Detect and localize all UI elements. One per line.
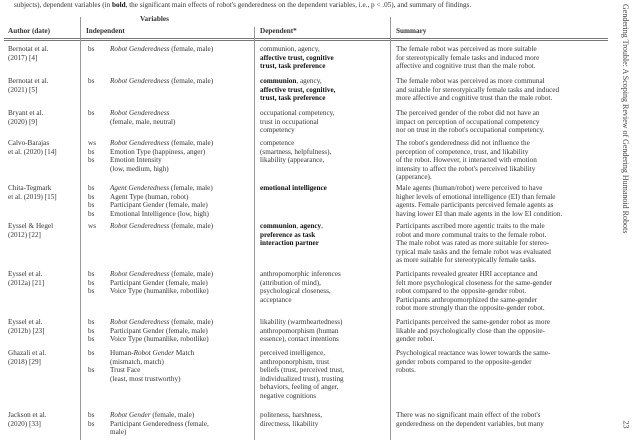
author-line: Calvo-Barajas bbox=[8, 139, 50, 147]
text-segment: Human- bbox=[110, 349, 134, 357]
text-segment: (female, male) bbox=[150, 411, 195, 419]
text-segment: Participant Genderedness (female, bbox=[110, 419, 209, 428]
author-line: Bernotat et al. bbox=[8, 77, 49, 85]
design-label: bs bbox=[88, 411, 95, 419]
summary-line: Male agents (human/robot) were perceived to have bbox=[396, 184, 543, 192]
text-segment: negative cognitions bbox=[260, 391, 317, 400]
text-segment: Emotional Intelligence (low, high) bbox=[110, 209, 209, 218]
text-line bbox=[260, 54, 334, 63]
summary-line: gender robot. bbox=[396, 335, 435, 344]
text-segment: Match bbox=[174, 349, 195, 357]
author-line: et al. (2019) [15] bbox=[8, 192, 57, 201]
summary-line: Psychological reactance was lower towards the same- bbox=[396, 349, 551, 357]
text-segment: trust, task preference bbox=[260, 62, 326, 71]
independent-variable bbox=[110, 139, 213, 148]
text-line bbox=[260, 420, 322, 429]
design-label: bs bbox=[88, 318, 95, 326]
text-line bbox=[110, 222, 213, 231]
summary-line: nor on trust in the robot's occupational competency. bbox=[396, 126, 545, 135]
summary-cell bbox=[396, 139, 537, 182]
running-title: Gendering Trouble: A Scoping Review of Gendering Humanoid Robots bbox=[621, 4, 630, 234]
text-line bbox=[260, 45, 334, 54]
dependent-cell bbox=[260, 349, 344, 401]
text-line bbox=[110, 358, 194, 367]
author-cell bbox=[8, 270, 44, 287]
text-segment: trust, task preference bbox=[260, 94, 326, 103]
author-line: (2012b) [23] bbox=[8, 326, 45, 335]
text-segment: Robot Genderedness bbox=[110, 45, 170, 53]
summary-line: and suitable for stereotypically female tasks and induced bbox=[396, 85, 560, 94]
design-label: bs bbox=[88, 209, 95, 218]
header-summary: Summary bbox=[396, 27, 427, 35]
author-line: Ghazali et al. bbox=[8, 349, 47, 357]
text-segment: Robot Genderedness bbox=[110, 139, 170, 147]
design-label: ws bbox=[88, 222, 96, 230]
dependent-cell bbox=[260, 77, 335, 103]
text-segment: Emotion Type (happiness, anger) bbox=[110, 147, 206, 156]
author-line: Eyssel et al. bbox=[8, 318, 43, 326]
text-line bbox=[260, 239, 323, 248]
independent-variable bbox=[110, 222, 213, 231]
text-segment: Participant Gender (female, male) bbox=[110, 326, 208, 335]
text-line bbox=[260, 94, 335, 103]
design-label: ws bbox=[88, 139, 96, 147]
text-line bbox=[260, 148, 331, 157]
summary-cell bbox=[396, 222, 551, 265]
design-label: bs bbox=[88, 156, 95, 165]
author-line: Bryant et al. bbox=[8, 109, 44, 117]
text-line bbox=[260, 118, 335, 127]
summary-line: robot and more communal traits to the female robot. bbox=[396, 230, 547, 239]
text-segment: perceived intelligence, bbox=[260, 349, 326, 357]
text-line bbox=[260, 86, 335, 95]
text-line bbox=[260, 231, 323, 240]
design-label: bs bbox=[88, 366, 95, 375]
text-segment: (low, medium, high) bbox=[110, 164, 169, 173]
text-line bbox=[260, 349, 344, 358]
text-line bbox=[260, 222, 323, 231]
summary-line: The male robot was rated as more suitable for stereo- bbox=[396, 239, 550, 248]
text-segment: beliefs (trust, perceived trust, bbox=[260, 366, 345, 375]
author-line: Eyssel & Hegel bbox=[8, 222, 54, 230]
summary-line: having lower EI than male agents in the low EI condition. bbox=[396, 209, 563, 218]
summary-line: intensity to affect the robot's perceived likability bbox=[396, 164, 536, 173]
text-segment: (female, male) bbox=[169, 139, 214, 147]
author-line: Bernotat et al. bbox=[8, 45, 49, 53]
text-line bbox=[110, 270, 213, 279]
text-segment: acceptance bbox=[260, 295, 292, 304]
summary-line: Participants perceived the same-gender robot as more bbox=[396, 318, 551, 326]
text-segment: (female, male, neutral) bbox=[110, 117, 176, 126]
caption-bold: bold bbox=[112, 1, 126, 9]
design-label: bs bbox=[88, 147, 95, 156]
independent-variable bbox=[110, 287, 209, 296]
independent-variable bbox=[110, 201, 208, 210]
independent-variable bbox=[110, 77, 213, 86]
summary-line: robot more strongly than the opposite-gender robot. bbox=[396, 304, 545, 313]
summary-cell bbox=[396, 270, 552, 313]
text-line bbox=[260, 279, 341, 288]
text-segment: (female, male) bbox=[169, 222, 214, 230]
text-segment: (female, male) bbox=[169, 184, 213, 192]
independent-variable bbox=[110, 45, 213, 54]
summary-line: genderedness on the dependent variables, but many bbox=[396, 419, 544, 428]
text-line bbox=[110, 77, 213, 86]
author-cell bbox=[8, 109, 43, 126]
text-line bbox=[260, 270, 341, 279]
author-cell bbox=[8, 45, 49, 62]
summary-line: There was no significant main effect of the robot's bbox=[396, 411, 541, 419]
summary-line: as more suitable for stereotypically female tasks. bbox=[396, 256, 537, 265]
summary-line: Participants revealed greater HRI acceptance and bbox=[396, 270, 538, 278]
text-line bbox=[110, 165, 169, 174]
text-segment: communion bbox=[260, 77, 297, 85]
summary-line: robots. bbox=[396, 366, 416, 375]
independent-variable bbox=[110, 156, 169, 173]
summary-cell bbox=[396, 411, 544, 428]
author-cell bbox=[8, 411, 47, 428]
text-segment: communion bbox=[260, 222, 297, 230]
summary-cell bbox=[396, 45, 539, 71]
dependent-cell bbox=[260, 318, 342, 344]
text-segment: Emotion Intensity bbox=[110, 156, 162, 165]
author-line: (2018) [29] bbox=[8, 357, 41, 366]
text-line bbox=[110, 210, 209, 219]
summary-line: The perceived gender of the robot did not have an bbox=[396, 109, 540, 117]
dependent-cell bbox=[260, 222, 323, 248]
text-line bbox=[260, 318, 342, 327]
text-line bbox=[260, 296, 341, 305]
text-line bbox=[260, 287, 341, 296]
author-line: (2017) [4] bbox=[8, 53, 38, 62]
header-rule bbox=[4, 38, 608, 39]
text-line bbox=[260, 411, 322, 420]
author-line: (2021) [5] bbox=[8, 85, 38, 94]
author-cell bbox=[8, 222, 53, 239]
text-line bbox=[260, 156, 331, 165]
text-segment: , agency, bbox=[296, 77, 322, 85]
text-segment: (attribution of mind), bbox=[260, 278, 321, 287]
design-label: bs bbox=[88, 270, 95, 278]
text-segment: , bbox=[296, 222, 300, 230]
text-segment: interaction partner bbox=[260, 239, 319, 248]
caption-text: subjects), dependent variables (in bbox=[14, 1, 112, 9]
summary-line: gender robots compared to the opposite-gender bbox=[396, 357, 532, 366]
independent-variable bbox=[110, 210, 209, 219]
text-segment: (least, most trustworthy) bbox=[110, 374, 181, 383]
independent-variable bbox=[110, 109, 175, 126]
text-segment: likability (appearance, bbox=[260, 156, 325, 165]
independent-variable bbox=[110, 349, 194, 366]
design-label: bs bbox=[88, 419, 95, 428]
author-cell bbox=[8, 139, 57, 156]
dependent-cell bbox=[260, 411, 322, 428]
text-segment: Participant Gender (female, male) bbox=[110, 278, 208, 287]
author-line: et al. (2020) [14] bbox=[8, 147, 57, 156]
text-segment: anthropomorphic inferences bbox=[260, 270, 341, 278]
text-segment: (smartness, helpfulness), bbox=[260, 147, 332, 156]
text-segment: (female, male) bbox=[169, 270, 214, 278]
independent-variable bbox=[110, 366, 180, 383]
text-line bbox=[260, 109, 335, 118]
summary-line: felt more psychological closeness for the same-gender bbox=[396, 278, 553, 287]
summary-line: The female robot was perceived as more communal bbox=[396, 77, 545, 85]
text-segment: Robot Genderedness bbox=[110, 77, 170, 85]
text-segment: affective trust, cognitive bbox=[260, 53, 334, 62]
text-segment: competency bbox=[260, 126, 295, 135]
text-line bbox=[260, 383, 344, 392]
text-line bbox=[260, 392, 344, 401]
header-author: Author (date) bbox=[8, 27, 50, 35]
text-segment: affective trust, cognitive, bbox=[260, 85, 336, 94]
text-segment: competence bbox=[260, 139, 295, 147]
text-segment: anthroponorphism, trust bbox=[260, 357, 330, 366]
text-segment: (mismatch, match) bbox=[110, 357, 164, 366]
design-label: bs bbox=[88, 278, 95, 287]
text-segment: psychological closeness, bbox=[260, 287, 331, 296]
summary-line: typical male tasks and the female robot was evaluated bbox=[396, 247, 551, 256]
design-label: bs bbox=[88, 335, 95, 344]
text-segment: politeness, harshness, bbox=[260, 411, 323, 419]
text-segment: Robot Genderedness bbox=[110, 222, 170, 230]
text-segment: Agent Genderedness bbox=[110, 184, 170, 192]
page-number: 23 bbox=[621, 420, 631, 429]
design-label: bs bbox=[88, 201, 95, 210]
text-line bbox=[110, 45, 213, 54]
text-line bbox=[110, 148, 205, 157]
text-segment: Robot Genderedness bbox=[110, 109, 170, 117]
summary-line: higher levels of emotional intelligence (EI) than female bbox=[396, 192, 556, 201]
text-segment: Voice Type (humanlike, robotlike) bbox=[110, 335, 209, 344]
column-divider bbox=[390, 17, 391, 440]
author-line: Eyssel et al. bbox=[8, 270, 43, 278]
independent-variable bbox=[110, 335, 209, 344]
text-line bbox=[110, 184, 213, 193]
summary-cell bbox=[396, 349, 550, 375]
caption-text-end: , the significant main effects of robot's genderedness on the dependent variables, i.e., p < .05), and summary of findings. bbox=[125, 1, 472, 9]
text-segment: Robot Gender bbox=[110, 411, 151, 419]
dependent-cell bbox=[260, 45, 334, 71]
text-line bbox=[260, 358, 344, 367]
summary-line: likable and psychologically close than the opposite- bbox=[396, 326, 545, 335]
dependent-cell bbox=[260, 184, 327, 193]
independent-variable bbox=[110, 193, 188, 202]
author-line: Jackson et al. bbox=[8, 411, 47, 419]
author-cell bbox=[8, 349, 46, 366]
text-segment: anthropomorphism (human bbox=[260, 326, 339, 335]
table-caption bbox=[14, 1, 471, 10]
header-rule-double bbox=[4, 40, 608, 41]
text-line bbox=[110, 349, 194, 358]
text-segment: (female, male) bbox=[169, 318, 214, 326]
text-line bbox=[110, 411, 194, 420]
author-cell bbox=[8, 184, 57, 201]
text-line bbox=[110, 428, 209, 437]
text-segment: communion, agency, bbox=[260, 45, 320, 53]
text-segment: male) bbox=[110, 428, 127, 437]
summary-line: impact on perception of occupational competency bbox=[396, 117, 540, 126]
author-line: (2020) [9] bbox=[8, 117, 38, 126]
text-line bbox=[110, 327, 208, 336]
summary-cell bbox=[396, 109, 545, 135]
text-segment: Robot Gender bbox=[133, 349, 175, 357]
text-line bbox=[260, 126, 335, 135]
summary-line: more affective and cognitive trust than the male robot. bbox=[396, 94, 553, 103]
text-line bbox=[260, 375, 344, 384]
independent-variable bbox=[110, 148, 205, 157]
summary-line: Participants anthropomorphized the same-gender bbox=[396, 295, 538, 304]
summary-line: affective and cognitive trust than the male robot. bbox=[396, 62, 536, 71]
author-cell bbox=[8, 318, 45, 335]
independent-variable bbox=[110, 184, 213, 193]
author-line: (2012a) [21] bbox=[8, 278, 45, 287]
summary-cell bbox=[396, 77, 559, 103]
text-segment: directness, likability bbox=[260, 419, 319, 428]
summary-line: The robot's genderedness did not influence the bbox=[396, 139, 530, 147]
independent-variable bbox=[110, 270, 213, 279]
column-divider bbox=[254, 27, 255, 440]
header-variables: Variables bbox=[140, 15, 169, 23]
summary-line: robot compared to the opposite-gender robot. bbox=[396, 287, 527, 296]
design-label: bs bbox=[88, 192, 95, 201]
independent-variable bbox=[110, 420, 209, 437]
author-cell bbox=[8, 77, 49, 94]
text-line bbox=[110, 193, 188, 202]
dependent-cell bbox=[260, 109, 335, 135]
text-segment: Agent Type (human, robot) bbox=[110, 192, 189, 201]
summary-line: for stereotypically female tasks and induced more bbox=[396, 53, 540, 62]
text-segment: , bbox=[321, 222, 323, 230]
text-line bbox=[260, 366, 344, 375]
text-line bbox=[110, 279, 208, 288]
text-line bbox=[110, 420, 209, 429]
text-line bbox=[260, 335, 342, 344]
header-independent: Independent bbox=[86, 27, 125, 35]
text-line bbox=[110, 201, 208, 210]
text-line bbox=[110, 335, 209, 344]
text-segment: (female, male) bbox=[169, 45, 214, 53]
author-line: (2012) [22] bbox=[8, 230, 41, 239]
text-segment: occupational competency, bbox=[260, 109, 335, 117]
column-divider bbox=[80, 17, 81, 440]
text-segment: Robot Genderedness bbox=[110, 270, 170, 278]
design-label: bs bbox=[88, 45, 95, 53]
text-line bbox=[110, 375, 180, 384]
independent-variable bbox=[110, 279, 208, 288]
design-label: bs bbox=[88, 77, 95, 85]
text-segment: essence), contact intentions bbox=[260, 335, 339, 344]
text-segment: emotional intelligence bbox=[260, 184, 327, 192]
text-segment: behaviors, feeling of anger, bbox=[260, 383, 339, 392]
design-label: bs bbox=[88, 287, 95, 296]
author-line: Chita-Tegmark bbox=[8, 184, 52, 192]
text-segment: preference as task bbox=[260, 230, 316, 239]
author-line: (2020) [33] bbox=[8, 419, 41, 428]
independent-variable bbox=[110, 327, 208, 336]
dependent-cell bbox=[260, 139, 331, 165]
text-segment: Trust Face bbox=[110, 366, 141, 375]
text-line bbox=[110, 287, 209, 296]
independent-variable bbox=[110, 318, 213, 327]
text-segment: (female, male) bbox=[169, 77, 214, 85]
summary-cell bbox=[396, 184, 562, 218]
text-line bbox=[110, 318, 213, 327]
text-segment: Participant Gender (female, male) bbox=[110, 201, 208, 210]
text-line bbox=[260, 139, 331, 148]
dependent-cell bbox=[260, 270, 341, 304]
design-label: bs bbox=[88, 109, 95, 117]
summary-line: of the robot. However, it interacted with emotion bbox=[396, 156, 537, 165]
summary-cell bbox=[396, 318, 550, 344]
text-line bbox=[110, 156, 169, 165]
text-segment: Voice Type (humanlike, robotlike) bbox=[110, 287, 209, 296]
design-label: bs bbox=[88, 349, 95, 357]
text-line bbox=[110, 366, 180, 375]
text-line bbox=[260, 327, 342, 336]
summary-line: perception of competence, trust, and likability bbox=[396, 147, 529, 156]
text-segment: agency bbox=[299, 222, 322, 230]
summary-line: agents. Female participants perceived female agents as bbox=[396, 201, 554, 210]
text-line bbox=[110, 118, 175, 127]
text-line bbox=[260, 77, 335, 86]
text-segment: Robot Genderedness bbox=[110, 318, 170, 326]
summary-line: Participants ascribed more agentic traits to the male bbox=[396, 222, 545, 230]
text-segment: individualized trust), trusting bbox=[260, 374, 344, 383]
text-line bbox=[260, 184, 327, 193]
independent-variable bbox=[110, 411, 194, 420]
text-line bbox=[110, 109, 175, 118]
text-line bbox=[110, 139, 213, 148]
design-label: bs bbox=[88, 184, 95, 192]
summary-line: (apperance). bbox=[396, 173, 432, 182]
text-line bbox=[260, 62, 334, 71]
header-dependent: Dependent* bbox=[260, 27, 297, 35]
text-segment: trust in occupational bbox=[260, 117, 319, 126]
text-segment: likability (warmheartedness) bbox=[260, 318, 343, 326]
design-label: bs bbox=[88, 326, 95, 335]
summary-line: The female robot was perceived as more suitable bbox=[396, 45, 537, 53]
